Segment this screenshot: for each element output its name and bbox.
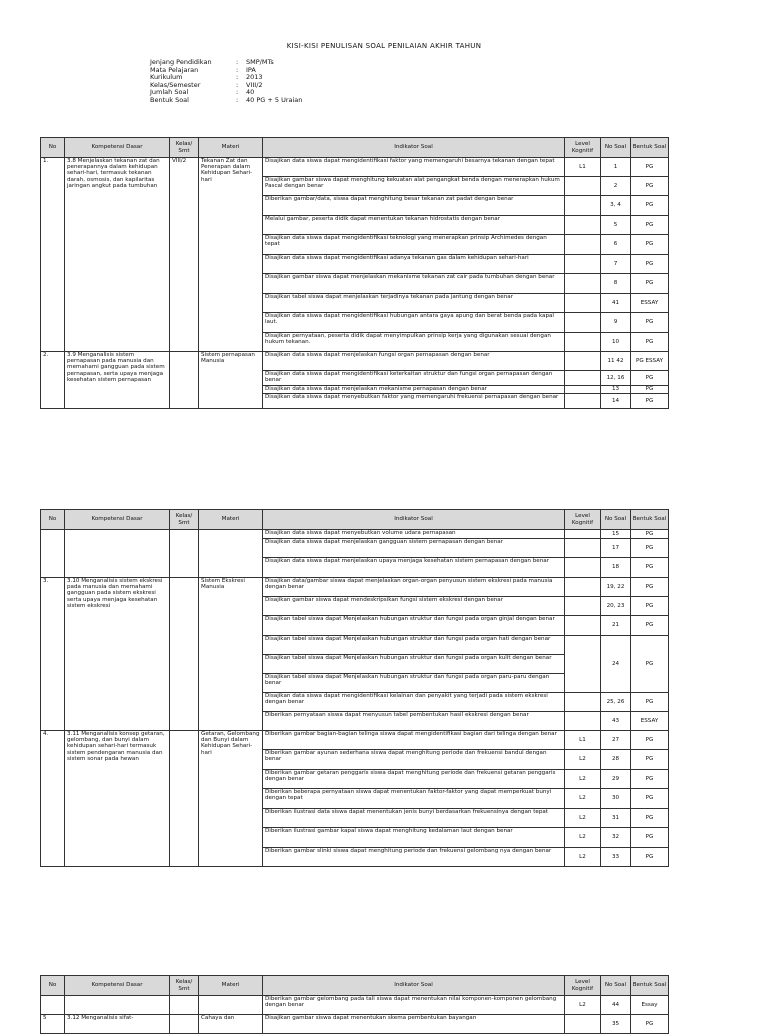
level-cell [565,712,601,731]
header-no-soal: No Soal [601,976,631,996]
bentuk-cell [631,674,669,693]
header-kompetensi-dasar: Kompetensi Dasar [65,138,170,158]
no-soal-cell: 20, 23 [601,597,631,616]
level-cell [565,394,601,409]
header-kelas-smt: Kelas/ Smt [170,510,199,530]
level-cell [565,196,601,216]
document-title: KISI-KISI PENULISAN SOAL PENILAIAN AKHIR TAHUN [286,42,482,50]
no-soal-cell: 14 [601,394,631,409]
table-row [41,530,669,539]
indikator-cell: Disajikan gambar siswa dapat mendeskripsikan fungsi sistem ekskresi dengan benar [263,597,565,616]
bentuk-cell: PG [631,235,669,255]
indikator-cell: Melalui gambar, peserta didik dapat menentukan tekanan hidrostatis dengan benar [263,216,565,235]
indikator-cell: Disajikan pernyataan, peserta didik dapat menyimpulkan prinsip kerja yang digunakan sesuai dengan hukum tekanan. [263,333,565,352]
table-row [41,1015,669,1034]
info-value: 40 [246,88,255,97]
level-cell: L2 [565,789,601,809]
kelas-cell [170,530,199,578]
indikator-cell: Diberikan gambar slinki siswa dapat menghitung periode dan frekuensi gelombang nya dengan benar [263,848,565,867]
header-level-kognitif: Level Kognitif [565,976,601,996]
row-number [41,530,65,578]
header-indikator-soal: Indikator Soal [263,138,565,158]
no-soal-cell: 30 [601,789,631,809]
info-value: VIII/2 [246,80,263,89]
indikator-cell: Disajikan gambar siswa dapat menghitung kekuatan alat pengangkat benda dengan menerapkan hukum Pascal dengan benar [263,177,565,196]
indikator-cell: Diberikan ilustrasi data siswa dapat menentukan jenis bunyi berdasarkan frekuensinya dengan tepat [263,809,565,828]
materi-cell [199,530,263,578]
level-cell [565,1015,601,1034]
bentuk-cell: PG [631,848,669,867]
bentuk-cell: PG [631,177,669,196]
row-number: 2. [41,352,65,409]
header-no-soal: No Soal [601,510,631,530]
bentuk-cell: PG [631,693,669,712]
bentuk-cell: ESSAY [631,294,669,313]
kisi-table-2 [40,509,669,867]
kompetensi-dasar-cell [65,530,170,578]
kompetensi-dasar-cell: 3.12 Menganalisis sifat- [65,1015,170,1034]
no-soal-cell [601,636,631,655]
materi-cell: Sistem Ekskresi Manusia [199,578,263,731]
materi-cell: Tekanan Zat dan Penerapan dalam Kehidupan Sehari-hari [199,158,263,352]
header-materi: Materi [199,510,263,530]
bentuk-cell: PG [631,530,669,539]
level-cell [565,578,601,597]
level-cell [565,352,601,371]
header-no: No [41,510,65,530]
level-cell [565,371,601,386]
level-cell [565,177,601,196]
level-cell [565,636,601,655]
level-cell: L1 [565,731,601,750]
indikator-cell: Disajikan data siswa dapat mengidentifikasi kelainan dan penyakit yang terjadi pada sistem ekskresi dengan benar [263,693,565,712]
bentuk-cell: PG [631,597,669,616]
bentuk-cell: PG [631,394,669,409]
no-soal-cell: 32 [601,828,631,848]
kompetensi-dasar-cell: 3.11 Menganalisis konsep getaran, gelombang, dan bunyi dalam kehidupan sehari-hari termasuk sistem pendengaran manusia dan sistem sonar pada hewan [65,731,170,867]
info-label: Kurikulum [150,73,183,82]
indikator-cell: Diberikan gambar/data, siswa dapat menghitung besar tekanan zat padat dengan benar [263,196,565,216]
no-soal-cell: 44 [601,996,631,1015]
header-kompetensi-dasar: Kompetensi Dasar [65,976,170,996]
header-bentuk-soal: Bentuk Soal [631,138,669,158]
bentuk-cell: PG ESSAY [631,352,669,371]
no-soal-cell: 41 [601,294,631,313]
indikator-cell: Diberikan ilustrasi gambar kapal siswa dapat menghitung kedalaman laut dengan benar [263,828,565,848]
no-soal-cell: 3, 4 [601,196,631,216]
bentuk-cell: PG [631,313,669,333]
bentuk-cell: PG [631,731,669,750]
no-soal-cell: 29 [601,770,631,789]
no-soal-cell: 35 [601,1015,631,1034]
info-row: Kurikulum : 2013 [150,73,263,82]
no-soal-cell: 31 [601,809,631,828]
indikator-cell: Disajikan data siswa dapat mengidentifikasi keterkaitan struktur dan fungsi organ pernapasan dengan benar [263,371,565,386]
level-cell [565,235,601,255]
header-level-kognitif: Level Kognitif [565,510,601,530]
level-cell [565,255,601,274]
info-row: Jenjang Pendidikan : SMP/MTs [150,58,274,66]
level-cell [565,386,601,394]
row-number: 3. [41,578,65,731]
bentuk-cell: PG [631,386,669,394]
header-kompetensi-dasar: Kompetensi Dasar [65,510,170,530]
kelas-cell [170,996,199,1015]
info-row: Kelas/Semester : VIII/2 [150,80,263,89]
indikator-cell: Diberikan gambar gelombang pada tali siswa dapat menentukan nilai komponen-komponen gelombang dengan benar [263,996,565,1015]
info-value: IPA [246,65,256,74]
table-row [41,352,669,371]
info-label: Jenjang Pendidikan [150,58,212,66]
indikator-cell: Disajikan data siswa dapat mengidentifikasi adanya tekanan gas dalam kehidupan sehari-hari [263,255,565,274]
info-row: Mata Pelajaran : IPA [150,65,256,74]
bentuk-cell: PG [631,539,669,558]
no-soal-cell: 27 [601,731,631,750]
bentuk-cell: PG [631,158,669,177]
kelas-cell [170,731,199,867]
no-soal-cell: 15 [601,530,631,539]
level-cell [565,274,601,294]
row-number [41,996,65,1015]
header-indikator-soal: Indikator Soal [263,510,565,530]
level-cell [565,530,601,539]
header-no-soal: No Soal [601,138,631,158]
level-cell [565,693,601,712]
indikator-cell: Disajikan data/gambar siswa dapat menjelaskan organ-organ penyusun sistem ekskresi pada manusia dengan benar [263,578,565,597]
table-row [41,578,669,597]
no-soal-cell: 12, 16 [601,371,631,386]
row-number: 4. [41,731,65,867]
bentuk-cell: Essay [631,996,669,1015]
no-soal-cell: 18 [601,558,631,578]
bentuk-cell [631,636,669,655]
bentuk-cell: PG [631,255,669,274]
bentuk-cell: PG [631,770,669,789]
no-soal-cell: 33 [601,848,631,867]
indikator-cell: Diberikan gambar getaran penggaris siswa dapat menghitung periode dan frekuensi getaran penggaris dengan benar [263,770,565,789]
indikator-cell: Diberikan pernyataan siswa dapat menyusun tabel pembentukan hasil ekskresi dengan benar [263,712,565,731]
no-soal-cell: 5 [601,216,631,235]
level-cell [565,655,601,674]
level-cell [565,294,601,313]
no-soal-cell: 28 [601,750,631,770]
level-cell [565,216,601,235]
info-row: Bentuk Soal : 40 PG + 5 Uraian [150,95,303,104]
bentuk-cell: PG [631,274,669,294]
header-bentuk-soal: Bentuk Soal [631,510,669,530]
info-value: 2013 [246,73,263,82]
indikator-cell: Disajikan gambar siswa dapat menentukan skema pembentukan bayangan [263,1015,565,1034]
indikator-cell: Disajikan data siswa dapat menjelaskan gangguan sistem pernapasan dengan benar [263,539,565,558]
no-soal-cell: 25, 26 [601,693,631,712]
level-cell [565,313,601,333]
indikator-cell: Disajikan tabel siswa dapat Menjelaskan hubungan struktur dan fungsi pada organ paru-paru dengan benar [263,674,565,693]
kompetensi-dasar-cell: 3.10 Menganalisis sistem ekskresi pada manusia dan memahami gangguan pada sistem ekskresi serta upaya menjaga kesehatan sistem ekskresi [65,578,170,731]
indikator-cell: Diberikan beberapa pernyataan siswa dapat menentukan faktor-faktor yang dapat memperkuat bunyi dengan tepat [263,789,565,809]
indikator-cell: Disajikan tabel siswa dapat Menjelaskan hubungan struktur dan fungsi pada organ hati dengan benar [263,636,565,655]
table-row [41,731,669,750]
document-info [150,59,302,105]
table-row [41,158,669,177]
header-no: No [41,138,65,158]
no-soal-cell: 19, 22 [601,578,631,597]
row-number: 1. [41,158,65,352]
level-cell: L2 [565,770,601,789]
header-no: No [41,976,65,996]
level-cell [565,333,601,352]
header-kelas-smt: Kelas/ Smt [170,138,199,158]
no-soal-cell: 11 42 [601,352,631,371]
kompetensi-dasar-cell: 3.8 Menjelaskan tekanan zat dan penerapannya dalam kehidupan sehari-hari, termasuk tekanan darah, osmosis, dan kapilaritas jaringan angkut pada tumbuhan [65,158,170,352]
level-cell [565,558,601,578]
indikator-cell: Disajikan tabel siswa dapat Menjelaskan hubungan struktur dan fungsi pada organ kulit dengan benar [263,655,565,674]
materi-cell: Sistem pernapasan Manusia [199,352,263,409]
bentuk-cell: PG [631,1015,669,1034]
bentuk-cell: PG [631,558,669,578]
kisi-table-1 [40,137,669,409]
level-cell [565,674,601,693]
header-indikator-soal: Indikator Soal [263,976,565,996]
indikator-cell: Disajikan data siswa dapat mengidentifikasi hubungan antara gaya apung dan berat benda pada kapal laut. [263,313,565,333]
no-soal-cell: 17 [601,539,631,558]
kelas-cell: VIII/2 [170,158,199,352]
no-soal-cell [601,674,631,693]
bentuk-cell: PG [631,828,669,848]
bentuk-cell: PG [631,655,669,674]
no-soal-cell: 21 [601,616,631,636]
indikator-cell: Disajikan tabel siswa dapat Menjelaskan hubungan struktur dan fungsi pada organ ginjal dengan benar [263,616,565,636]
level-cell: L1 [565,158,601,177]
level-cell [565,616,601,636]
bentuk-cell: PG [631,333,669,352]
table-row [41,996,669,1015]
kompetensi-dasar-cell: 3.9 Menganalisis sistem pernapasan pada manusia dan memahami gangguan pada sistem pernapasan, serta upaya menjaga kesehatan sistem pernapasan [65,352,170,409]
kisi-table-3 [40,975,669,1034]
bentuk-cell: PG [631,616,669,636]
info-label: Jumlah Soal [150,88,189,97]
header-materi: Materi [199,976,263,996]
indikator-cell: Disajikan data siswa dapat menjelaskan fungsi organ pernapasan dengan benar [263,352,565,371]
info-label: Kelas/Semester [150,80,201,89]
no-soal-cell: 13 [601,386,631,394]
header-bentuk-soal: Bentuk Soal [631,976,669,996]
bentuk-cell: PG [631,750,669,770]
header-materi: Materi [199,138,263,158]
no-soal-cell: 7 [601,255,631,274]
no-soal-cell: 1 [601,158,631,177]
indikator-cell: Disajikan data siswa dapat menyebutkan faktor yang memengaruhi frekuensi pernapasan dengan benar [263,394,565,409]
kompetensi-dasar-cell [65,996,170,1015]
kelas-cell [170,578,199,731]
indikator-cell: Disajikan data siswa dapat menjelaskan mekanisme pernapasan dengan benar [263,386,565,394]
indikator-cell: Diberikan gambar bagian-bagian telinga siswa dapat mengidentifikasi bagian dari telinga dengan benar [263,731,565,750]
no-soal-cell: 10 [601,333,631,352]
bentuk-cell: PG [631,789,669,809]
indikator-cell: Disajikan data siswa dapat menyebutkan volume udara pernapasan [263,530,565,539]
bentuk-cell: PG [631,578,669,597]
no-soal-cell: 43 [601,712,631,731]
level-cell: L2 [565,750,601,770]
info-label: Bentuk Soal [150,95,189,104]
bentuk-cell: ESSAY [631,712,669,731]
indikator-cell: Disajikan gambar siswa dapat menjelaskan mekanisme tekanan zat cair pada tumbuhan dengan benar [263,274,565,294]
header-level-kognitif: Level Kognitif [565,138,601,158]
level-cell: L2 [565,828,601,848]
header-kelas-smt: Kelas/ Smt [170,976,199,996]
materi-cell: Getaran, Gelombang dan Bunyi dalam Kehidupan Sehari-hari [199,731,263,867]
kelas-cell [170,1015,199,1034]
bentuk-cell: PG [631,371,669,386]
level-cell [565,539,601,558]
no-soal-cell: 24 [601,655,631,674]
info-value: 40 PG + 5 Uraian [246,95,303,104]
info-label: Mata Pelajaran [150,65,199,74]
indikator-cell: Disajikan tabel siswa dapat menjelaskan terjadinya tekanan pada jantung dengan benar [263,294,565,313]
materi-cell: Cahaya dan [199,1015,263,1034]
info-row: Jumlah Soal : 40 [150,88,255,97]
kelas-cell [170,352,199,409]
info-value: SMP/MTs [246,58,274,66]
materi-cell [199,996,263,1015]
level-cell: L2 [565,848,601,867]
no-soal-cell: 8 [601,274,631,294]
level-cell: L2 [565,809,601,828]
bentuk-cell: PG [631,216,669,235]
indikator-cell: Diberikan gambar ayunan sederhana siswa dapat menghitung periode dan frekuensi bandul dengan benar [263,750,565,770]
table-header-row [41,510,669,530]
bentuk-cell: PG [631,196,669,216]
row-number: 5 [41,1015,65,1034]
no-soal-cell: 2 [601,177,631,196]
level-cell [565,597,601,616]
no-soal-cell: 6 [601,235,631,255]
indikator-cell: Disajikan data siswa dapat mengidentifikasi faktor yang memengaruhi besarnya tekanan dengan tepat [263,158,565,177]
bentuk-cell: PG [631,809,669,828]
indikator-cell: Disajikan data siswa dapat menjelaskan upaya menjaga kesehatan sistem pernapasan dengan benar [263,558,565,578]
level-cell: L2 [565,996,601,1015]
table-header-row [41,138,669,158]
indikator-cell: Disajikan data siswa dapat mengidentifikasi teknologi yang menerapkan prinsip Archimedes dengan tepat [263,235,565,255]
table-header-row [41,976,669,996]
no-soal-cell: 9 [601,313,631,333]
